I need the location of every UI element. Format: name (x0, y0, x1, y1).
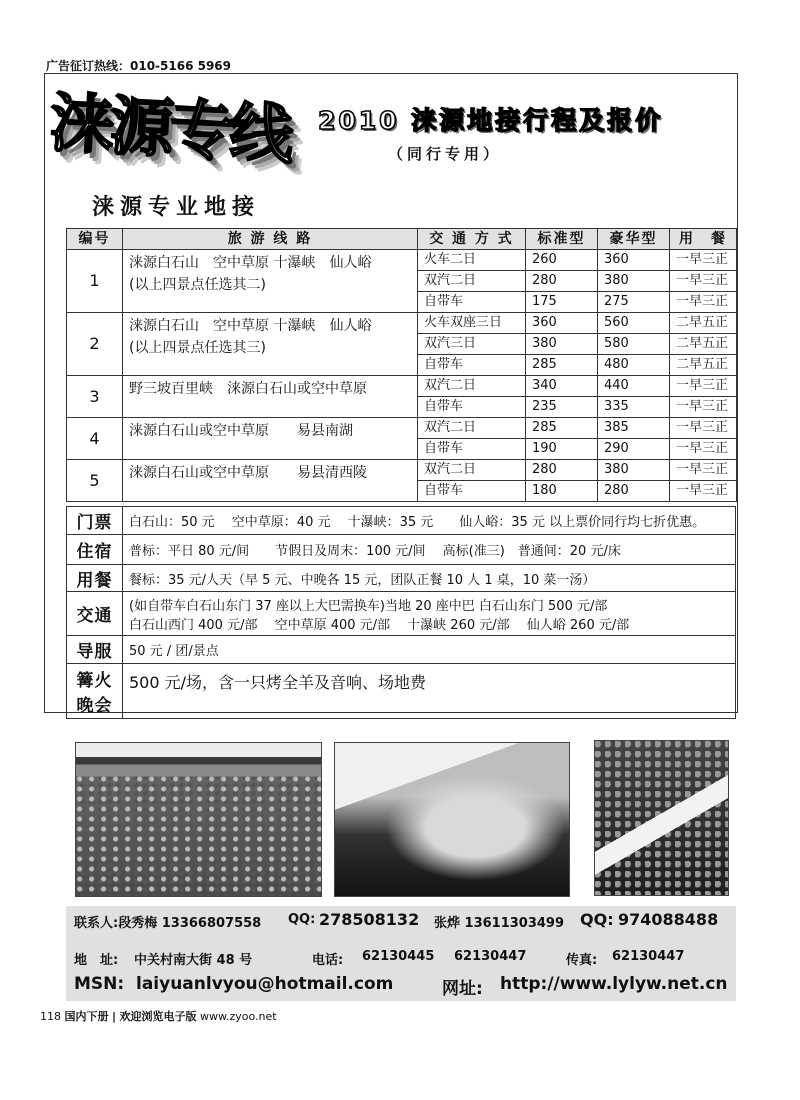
qq-label-2: QQ: (580, 910, 614, 929)
table-row (67, 418, 737, 439)
msn-label: MSN: (74, 974, 125, 994)
address-value: 中关村南大街 48 号 (134, 953, 253, 968)
header-transport: 交 通 方 式 (418, 229, 526, 250)
note-row-transport (67, 592, 736, 636)
deluxe-price: 290 (598, 439, 670, 460)
transport-cell: 自带车 (418, 292, 526, 313)
phone-2: 62130447 (454, 949, 527, 964)
footer-url[interactable]: www.zyoo.net (200, 1010, 277, 1023)
table-row (67, 460, 737, 481)
header-meals: 用 餐 (670, 229, 737, 250)
note-text: 普标：平日 80 元/间 节假日及周末：100 元/间 高标(准三) 普通间：20 元/床 (123, 535, 736, 565)
website-link[interactable]: http://www.lylyw.net.cn (500, 974, 728, 994)
route-number: 1 (67, 250, 123, 313)
transport-cell: 火车二日 (418, 250, 526, 271)
note-line: (如自带车白石山东门 37 座以上大巴需换车)当地 20 座中巴 白石山东门 500 元/部 (129, 598, 608, 614)
table-header-row (67, 229, 737, 250)
note-text: 餐标：35 元/人天（早 5 元、中晚各 15 元，团队正餐 10 人 1 桌，10 菜一汤） (123, 565, 736, 592)
note-label: 住宿 (67, 535, 123, 565)
meals-cell: 一早三正 (670, 250, 737, 271)
header-standard: 标准型 (526, 229, 598, 250)
meals-cell: 一早三正 (670, 271, 737, 292)
header-route: 旅 游 线 路 (123, 229, 418, 250)
note-label: 用餐 (67, 565, 123, 592)
table-row (67, 376, 737, 397)
note-label: 篝火晚会 (67, 664, 123, 719)
standard-price: 340 (526, 376, 598, 397)
qq-number-1: 278508132 (319, 910, 420, 929)
note-row-bonfire (67, 664, 736, 719)
deluxe-price: 440 (598, 376, 670, 397)
meals-cell: 二早五正 (670, 334, 737, 355)
deluxe-price: 280 (598, 481, 670, 502)
route-cell (123, 313, 418, 376)
header-id: 编号 (67, 229, 123, 250)
standard-price: 235 (526, 397, 598, 418)
meals-cell: 一早三正 (670, 397, 737, 418)
route-name: 涞源白石山或空中草原 易县清西陵 (123, 460, 418, 502)
note-text: 白石山：50 元 空中草原：40 元 十瀑峡：35 元 仙人峪：35 元 以上票价同行均七折优惠。 (123, 507, 736, 535)
section-name: 国内下册 (64, 1010, 109, 1023)
transport-cell: 双汽二日 (418, 418, 526, 439)
note-row-meals (67, 565, 736, 592)
header-deluxe: 豪华型 (598, 229, 670, 250)
note-row-tickets (67, 507, 736, 535)
itinerary-table (66, 228, 737, 502)
headline-title: 2010 涞源地接行程及报价 (318, 106, 664, 135)
page-number: 118 (40, 1010, 61, 1023)
route-note: (以上四景点任选其二) (129, 277, 266, 293)
note-text: 500 元/场，含一只烤全羊及音响、场地费 (123, 664, 736, 719)
headline-note: （同行专用） (388, 145, 503, 163)
note-row-lodging (67, 535, 736, 565)
note-text (123, 592, 736, 636)
fax-label: 传真: (566, 953, 598, 968)
standard-price: 260 (526, 250, 598, 271)
standard-price: 285 (526, 355, 598, 376)
ad-hotline: 广告征订热线：010-5166 5969 (46, 59, 232, 73)
meals-cell: 一早三正 (670, 460, 737, 481)
browse-text: 欢迎浏览电子版 (119, 1010, 197, 1023)
note-label: 交通 (67, 592, 123, 636)
standard-price: 190 (526, 439, 598, 460)
route-name: 涞源白石山 空中草原 十瀑峡 仙人峪 (129, 318, 372, 334)
meals-cell: 一早三正 (670, 439, 737, 460)
deluxe-price: 380 (598, 460, 670, 481)
contact-person-1: 联系人:段秀梅 13366807558 (74, 916, 262, 931)
brand-title: 涞源专线 (47, 86, 292, 174)
transport-cell: 双汽二日 (418, 376, 526, 397)
transport-cell: 双汽三日 (418, 334, 526, 355)
deluxe-price: 580 (598, 334, 670, 355)
meals-cell: 一早三正 (670, 418, 737, 439)
meals-cell: 一早三正 (670, 292, 737, 313)
note-row-guide (67, 636, 736, 664)
standard-price: 280 (526, 271, 598, 292)
footer-separator: | (112, 1010, 117, 1023)
contact-person-2: 张烨 13611303499 (434, 916, 565, 931)
website-label: 网址: (442, 979, 483, 999)
note-text: 50 元 / 团/景点 (123, 636, 736, 664)
grassland-photo (75, 742, 322, 897)
route-number: 2 (67, 313, 123, 376)
route-name: 涞源白石山或空中草原 易县南湖 (123, 418, 418, 460)
route-name: 涞源白石山 空中草原 十瀑峡 仙人峪 (129, 255, 372, 271)
address-label: 地 址: (74, 953, 119, 968)
standard-price: 285 (526, 418, 598, 439)
standard-price: 360 (526, 313, 598, 334)
meals-cell: 二早五正 (670, 355, 737, 376)
transport-cell: 双汽二日 (418, 271, 526, 292)
deluxe-price: 360 (598, 250, 670, 271)
standard-price: 180 (526, 481, 598, 502)
route-cell (123, 250, 418, 313)
route-name: 野三坡百里峡 涞源白石山或空中草原 (123, 376, 418, 418)
transport-cell: 自带车 (418, 355, 526, 376)
route-number: 4 (67, 418, 123, 460)
waterfall-photo (594, 740, 729, 896)
qq-number-2: 974088488 (618, 910, 719, 929)
deluxe-price: 275 (598, 292, 670, 313)
deluxe-price: 335 (598, 397, 670, 418)
fax-value: 62130447 (612, 949, 685, 964)
meals-cell: 一早三正 (670, 481, 737, 502)
deluxe-price: 560 (598, 313, 670, 334)
note-line: 白石山西门 400 元/部 空中草原 400 元/部 十瀑峡 260 元/部 仙人峪 260 元/部 (129, 617, 630, 633)
transport-cell: 火车双座三日 (418, 313, 526, 334)
route-number: 3 (67, 376, 123, 418)
deluxe-price: 380 (598, 271, 670, 292)
qq-label-1: QQ: (288, 912, 316, 927)
table-row (67, 250, 737, 271)
note-label: 门票 (67, 507, 123, 535)
notes-table (66, 506, 736, 719)
standard-price: 380 (526, 334, 598, 355)
mountain-sea-of-clouds-photo (334, 742, 570, 897)
phone-label: 电话: (312, 953, 344, 968)
page-footer (40, 1008, 277, 1024)
table-row (67, 313, 737, 334)
standard-price: 280 (526, 460, 598, 481)
meals-cell: 一早三正 (670, 376, 737, 397)
brand-subtitle: 涞源专业地接 (92, 194, 261, 220)
meals-cell: 二早五正 (670, 313, 737, 334)
route-note: (以上四景点任选其三) (129, 340, 266, 356)
transport-cell: 双汽二日 (418, 460, 526, 481)
deluxe-price: 480 (598, 355, 670, 376)
msn-value: laiyuanlvyou@hotmail.com (136, 974, 394, 994)
transport-cell: 自带车 (418, 439, 526, 460)
phone-1: 62130445 (362, 949, 435, 964)
standard-price: 175 (526, 292, 598, 313)
transport-cell: 自带车 (418, 397, 526, 418)
note-label: 导服 (67, 636, 123, 664)
deluxe-price: 385 (598, 418, 670, 439)
route-number: 5 (67, 460, 123, 502)
transport-cell: 自带车 (418, 481, 526, 502)
